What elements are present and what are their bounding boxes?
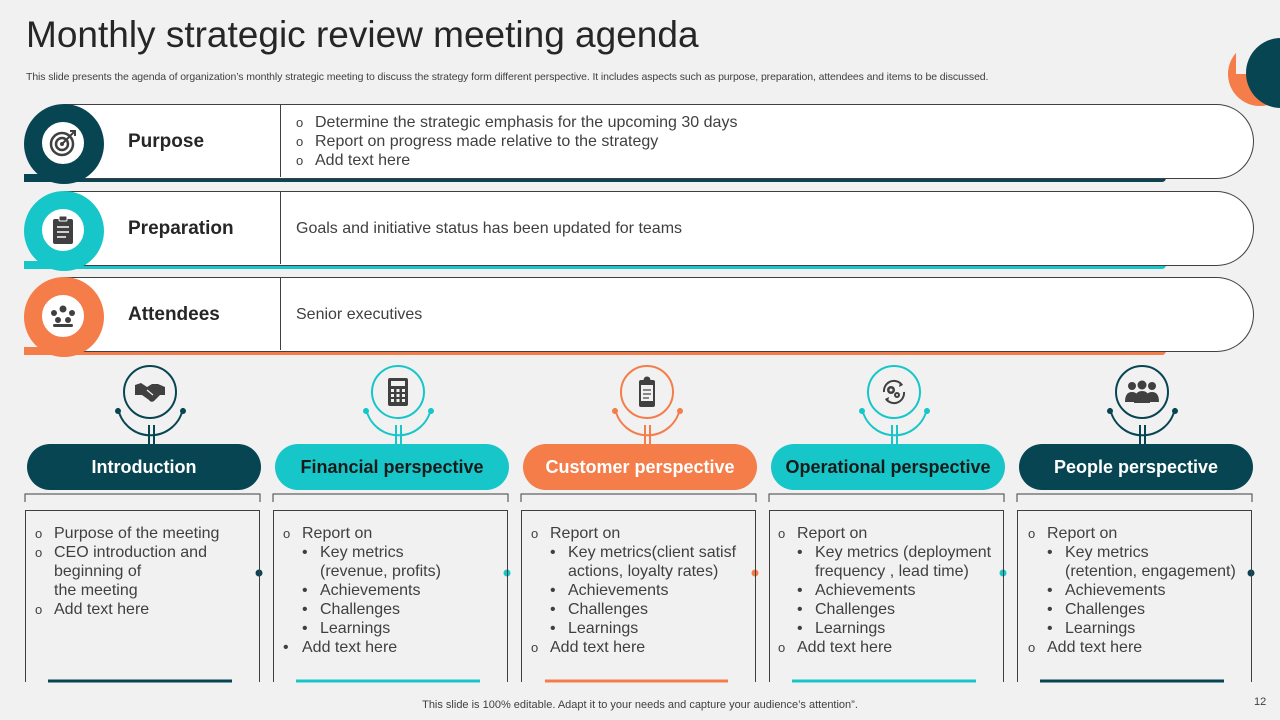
slide-title: Monthly strategic review meeting agenda bbox=[26, 14, 699, 55]
handshake-icon bbox=[123, 365, 177, 419]
list-item: o Add text here bbox=[1028, 638, 1250, 657]
sub-item: • Challenges bbox=[531, 600, 749, 619]
gears-icon bbox=[867, 365, 921, 419]
column-list bbox=[531, 524, 749, 657]
row-label: Attendees bbox=[128, 304, 220, 325]
list-item: o Add text here bbox=[778, 638, 998, 657]
column-title: People perspective bbox=[1019, 444, 1253, 490]
sub-item-continued: frequency , lead time) bbox=[815, 563, 969, 580]
sub-item: • Learnings bbox=[531, 619, 749, 638]
row-label: Purpose bbox=[128, 131, 205, 152]
sub-item: • Achievements bbox=[1028, 581, 1250, 600]
sub-item: • Learnings bbox=[778, 619, 998, 638]
sub-item: • Challenges bbox=[1028, 600, 1250, 619]
sub-item: • Achievements bbox=[531, 581, 749, 600]
list-item: o Determine the strategic emphasis for the upcoming 30 days bbox=[296, 113, 737, 132]
column-title: Customer perspective bbox=[523, 444, 757, 490]
sub-item: • Learnings bbox=[283, 619, 501, 638]
column-title: Financial perspective bbox=[275, 444, 509, 490]
sub-item: • Challenges bbox=[778, 600, 998, 619]
sub-item: • Achievements bbox=[778, 581, 998, 600]
column-title: Introduction bbox=[27, 444, 261, 490]
footer-note: This slide is 100% editable. Adapt it to your needs and capture your audience’s attention”. bbox=[422, 699, 858, 711]
list-item-continued: beginning of bbox=[54, 563, 142, 580]
phone-customer-icon bbox=[620, 365, 674, 419]
sub-item: • Challenges bbox=[283, 600, 501, 619]
sub-item: • Key metrics (deployment bbox=[778, 543, 998, 562]
sub-item: • Key metrics bbox=[1028, 543, 1250, 562]
row-content: Goals and initiative status has been updated for teams bbox=[296, 219, 683, 237]
column-title: Operational perspective bbox=[771, 444, 1005, 490]
column-list bbox=[283, 524, 501, 657]
sub-item-continued: (revenue, profits) bbox=[320, 563, 441, 580]
list-item: o Purpose of the meeting bbox=[35, 524, 250, 543]
sub-item: • Achievements bbox=[283, 581, 501, 600]
list-item: o Report on bbox=[778, 524, 998, 543]
sub-item-continued: (retention, engagement) bbox=[1065, 563, 1236, 580]
calculator-icon bbox=[371, 365, 425, 419]
list-item: o Report on bbox=[531, 524, 749, 543]
slide-subtitle: This slide presents the agenda of organization’s monthly strategic meeting to discuss the strategy form different perspective. It includes aspects such as purpose, preparation, attendees and items to be discussed. bbox=[26, 71, 989, 83]
list-item: o Report on progress made relative to the strategy bbox=[296, 132, 737, 151]
list-item: o Add text here bbox=[296, 151, 737, 170]
list-item: • Add text here bbox=[283, 638, 501, 657]
list-item: o Add text here bbox=[531, 638, 749, 657]
list-item: o CEO introduction and bbox=[35, 543, 250, 562]
sub-item: • Key metrics bbox=[283, 543, 501, 562]
sub-item: • Key metrics(client satisf bbox=[531, 543, 749, 562]
people-icon bbox=[1115, 365, 1169, 419]
column-list bbox=[1028, 524, 1250, 657]
row-label: Preparation bbox=[128, 218, 234, 239]
list-item: o Report on bbox=[283, 524, 501, 543]
column-list bbox=[778, 524, 998, 657]
row-content: Senior executives bbox=[296, 305, 423, 323]
list-item: o Report on bbox=[1028, 524, 1250, 543]
sub-item: • Learnings bbox=[1028, 619, 1250, 638]
sub-item-continued: actions, loyalty rates) bbox=[568, 563, 719, 580]
page-number: 12 bbox=[1254, 696, 1267, 708]
column-list bbox=[35, 524, 250, 619]
list-item-continued: the meeting bbox=[54, 582, 138, 599]
list-item: o Add text here bbox=[35, 600, 250, 619]
